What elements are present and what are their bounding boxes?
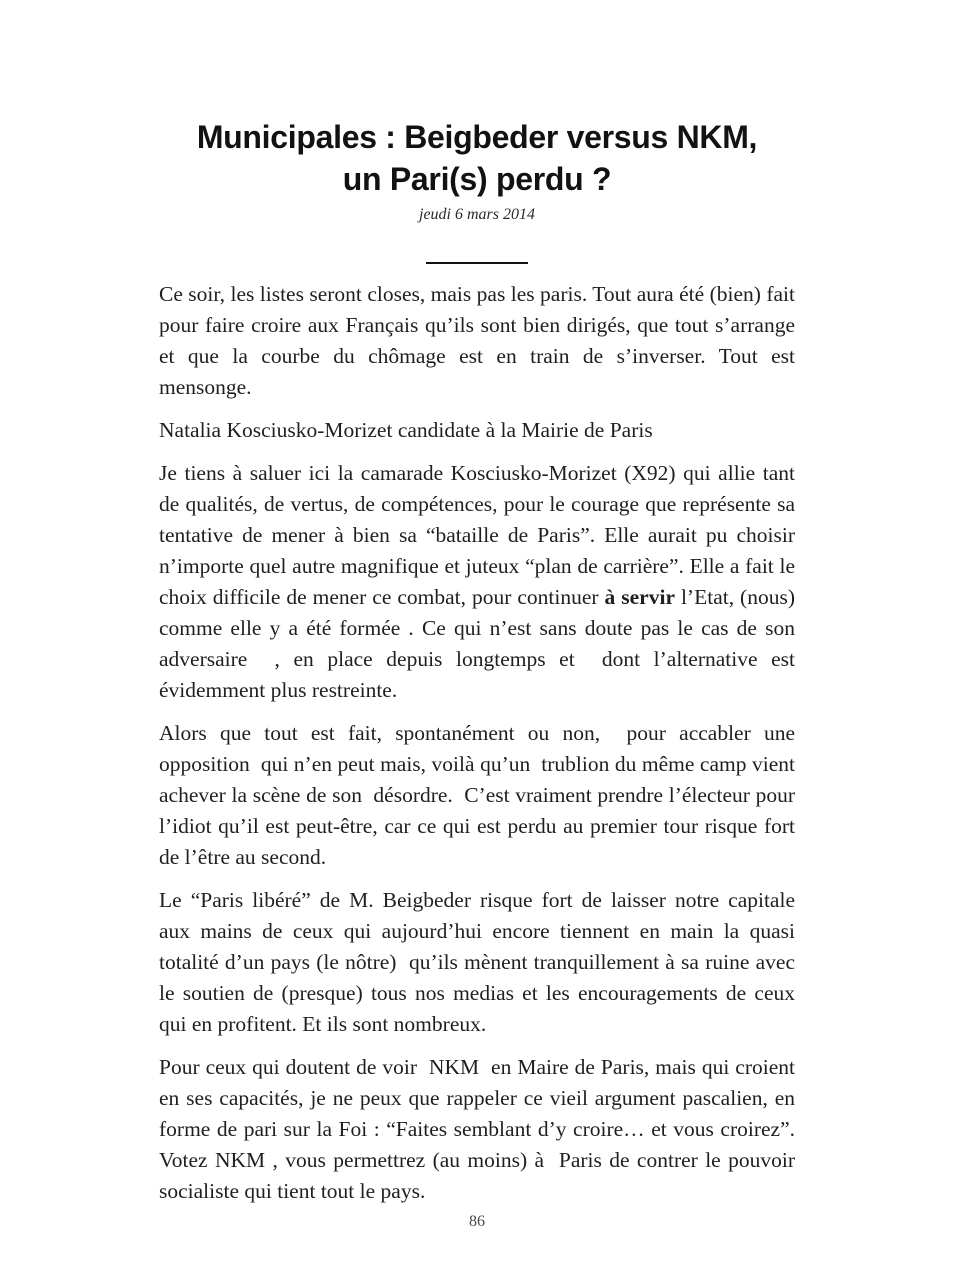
page-content (159, 0, 806, 1207)
article-body (159, 279, 806, 1207)
paragraph-3 (159, 458, 801, 706)
paragraph-3-after: l’Etat, (nous) comme elle y a été formée . Ce qui n’est sans doute pas le cas de son adversaire , en place depuis longtemps et dont l’alternative est évidemment plus restreinte. (159, 585, 801, 702)
paragraph-3-bold-emphasis: à servir (604, 585, 675, 609)
paragraph-6: Pour ceux qui doutent de voir NKM en Maire de Paris, mais qui croient en ses capacités, je ne peux que rappeler ce vieil argument pascalien, en forme de pari sur la Foi : “Faites semblant d’y croire… et vous croirez”. Votez NKM , vous permettrez (au moins) à Paris de contrer le pouvoir socialiste qui tient tout le pays. (159, 1055, 801, 1203)
separator-rule (426, 262, 528, 264)
paragraph-2: Natalia Kosciusko-Morizet candidate à la Mairie de Paris (159, 418, 653, 442)
paragraph-4: Alors que tout est fait, spontanément ou non, pour accabler une opposition qui n’en peut mais, voilà qu’un trublion du même camp vient achever la scène de son désordre. C’est vraiment prendre l’électeur pour l’idiot qu’il est peut-être, car ce qui est perdu au premier tour risque fort de l’être au second. (159, 721, 801, 869)
article-date: jeudi 6 mars 2014 (419, 206, 535, 223)
title-line-2: un Pari(s) perdu ? (342, 161, 612, 197)
paragraph-5: Le “Paris libéré” de M. Beigbeder risque fort de laisser notre capitale aux mains de ceux qui aujourd’hui encore tiennent en main la quasi totalité d’un pays (le nôtre) qu’ils mènent tranquillement à sa ruine avec le soutien de (presque) tous nos medias et les encouragements de ceux qui en profitent. Et ils sont nombreux. (159, 888, 806, 1036)
paragraph-3-before: Je tiens à saluer ici la camarade Kosciusko-Morizet (X92) qui allie tant de qualités, de vertus, de compétences, pour le courage que représente sa tentative de mener à bien sa “bataille de Paris”. Elle aurait pu choisir n’importe quel autre magnifique et juteux “plan de carrière”. Elle a fait le choix difficile de mener ce combat, pour continuer (159, 461, 801, 609)
paragraph-1: Ce soir, les listes seront closes, mais pas les paris. Tout aura été (bien) fait pour faire croire aux Français qu’ils sont bien dirigés, que tout s’arrange et que la courbe du chômage est en train de s’inverser. Tout est mensonge. (159, 282, 801, 399)
page-number: 86 (469, 1213, 485, 1230)
article-title (159, 116, 795, 200)
title-line-1: Municipales : Beigbeder versus NKM, (196, 119, 758, 155)
